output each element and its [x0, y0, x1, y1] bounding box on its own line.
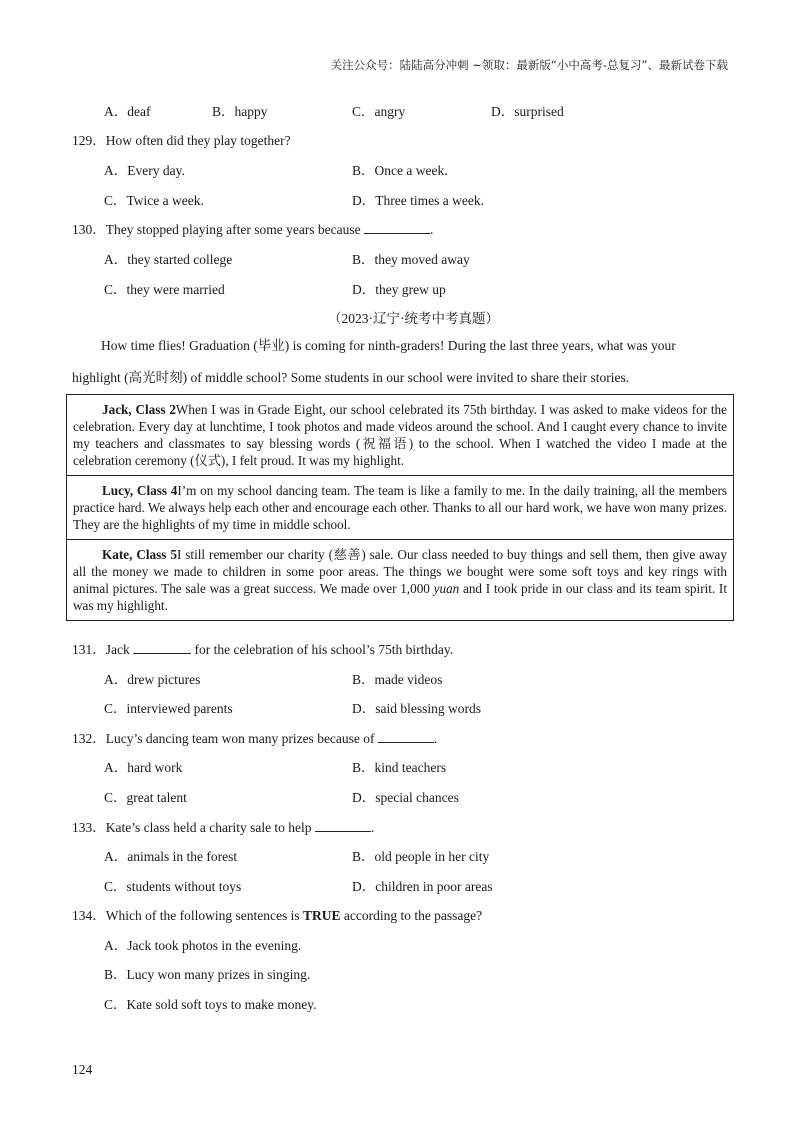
- q134-stem-end: according to the passage?: [343, 908, 483, 923]
- intro-line-1: How time flies! Graduation (毕业) is coming for ninth-graders! During the last three years, what was your: [101, 338, 676, 353]
- q134-option-a[interactable]: A．Jack took photos in the evening.: [104, 938, 302, 953]
- source-label: （2023·辽宁·统考中考真题）: [328, 311, 499, 326]
- story-text: I still remember our charity (慈善) sale. Our class needed to buy things and sell them, then give away all the money we made to children in some poor areas. The things we bought were some soft toys and key rings with animal pictures. The sale was a great success. We made over 1,000: [73, 547, 727, 596]
- q130-option-b[interactable]: B．they moved away: [352, 252, 470, 267]
- q130-stem: [72, 218, 433, 238]
- answer-blank[interactable]: [133, 641, 191, 654]
- q128-option-c[interactable]: C．angry: [352, 104, 406, 119]
- q132-stem-text: 132．Lucy’s dancing team won many prizes because of: [72, 731, 375, 746]
- q132-option-c[interactable]: C．great talent: [104, 790, 187, 805]
- answer-blank[interactable]: [315, 819, 371, 832]
- story-author: Jack, Class 2: [102, 402, 176, 417]
- q132-option-a[interactable]: A．hard work: [104, 760, 183, 775]
- q130-option-d[interactable]: D．they grew up: [352, 282, 446, 297]
- q131-stem-end: for the celebration of his school’s 75th birthday.: [194, 642, 454, 657]
- q134-stem: [72, 904, 482, 924]
- page-header: 关注公众号：陆陆高分冲刺 ~领取：最新版“小中高考-总复习”、最新试卷下载: [330, 58, 728, 72]
- story-text: When I was in Grade Eight, our school celebrated its 75th birthday. I was asked to make videos for the celebration. Every day at lunchtime, I took photos and made videos around the school. And I caught every chance to invite my teachers and classmates to say blessing words (祝福语) to the school. When I watched the video I made at the celebration ceremony (仪式), I felt proud. It was my highlight.: [73, 402, 727, 468]
- q130-stem-text: 130．They stopped playing after some years because: [72, 222, 361, 237]
- stories-table: [66, 394, 734, 621]
- story-text: I’m on my school dancing team. The team is like a family to me. In the daily training, all the members practice hard. We always help each other and encourage each other. Thanks to all our hard work, we have won many prizes. They are the highlights of my time in middle school.: [73, 483, 727, 532]
- q133-option-b[interactable]: B．old people in her city: [352, 849, 490, 864]
- q133-stem-text: 133．Kate’s class held a charity sale to help: [72, 820, 312, 835]
- q131-stem-text: 131．Jack: [72, 642, 130, 657]
- story-box-lucy: [67, 475, 733, 539]
- q133-stem: [72, 816, 374, 836]
- q133-option-d[interactable]: D．children in poor areas: [352, 879, 493, 894]
- q133-option-a[interactable]: A．animals in the forest: [104, 849, 238, 864]
- q132-option-b[interactable]: B．kind teachers: [352, 760, 447, 775]
- q133-option-c[interactable]: C．students without toys: [104, 879, 242, 894]
- q131-option-c[interactable]: C．interviewed parents: [104, 701, 233, 716]
- story-author: Kate, Class 5: [102, 547, 177, 562]
- answer-blank[interactable]: [378, 730, 434, 743]
- q129-option-c[interactable]: C．Twice a week.: [104, 193, 204, 208]
- story-author: Lucy, Class 4: [102, 483, 178, 498]
- q132-option-d[interactable]: D．special chances: [352, 790, 459, 805]
- q134-stem-text: 134．Which of the following sentences is: [72, 908, 300, 923]
- q130-stem-end: .: [430, 222, 434, 237]
- intro-passage: [72, 330, 728, 394]
- q129-option-d[interactable]: D．Three times a week.: [352, 193, 484, 208]
- q131-option-d[interactable]: D．said blessing words: [352, 701, 481, 716]
- q131-option-b[interactable]: B．made videos: [352, 672, 443, 687]
- q134-stem-bold: TRUE: [302, 908, 341, 923]
- q128-option-d[interactable]: D．surprised: [491, 104, 564, 119]
- q132-stem: [72, 727, 437, 747]
- q128-option-a[interactable]: A．deaf: [104, 104, 151, 119]
- q134-option-c[interactable]: C．Kate sold soft toys to make money.: [104, 997, 317, 1012]
- page-number: 124: [72, 1062, 93, 1077]
- q133-stem-end: .: [370, 820, 375, 835]
- q130-option-c[interactable]: C．they were married: [104, 282, 225, 297]
- q130-option-a[interactable]: A．they started college: [104, 252, 233, 267]
- story-text-end: and I took pride in our class and its team spirit. It was my highlight.: [73, 581, 727, 613]
- q129-option-a[interactable]: A．Every day.: [104, 163, 185, 178]
- story-box-jack: [67, 395, 733, 475]
- q129-option-b[interactable]: B．Once a week.: [352, 163, 448, 178]
- story-text-italic: yuan: [433, 581, 460, 596]
- q134-option-b[interactable]: B．Lucy won many prizes in singing.: [104, 967, 311, 982]
- q132-stem-end: .: [433, 731, 438, 746]
- q128-option-b[interactable]: B．happy: [212, 104, 268, 119]
- q131-option-a[interactable]: A．drew pictures: [104, 672, 201, 687]
- q129-stem: 129．How often did they play together?: [72, 133, 291, 148]
- answer-blank[interactable]: [364, 221, 430, 234]
- story-box-kate: [67, 539, 733, 620]
- intro-line-2: highlight (高光时刻) of middle school? Some students in our school were invited to share their stories.: [72, 370, 630, 385]
- q131-stem: [72, 638, 453, 658]
